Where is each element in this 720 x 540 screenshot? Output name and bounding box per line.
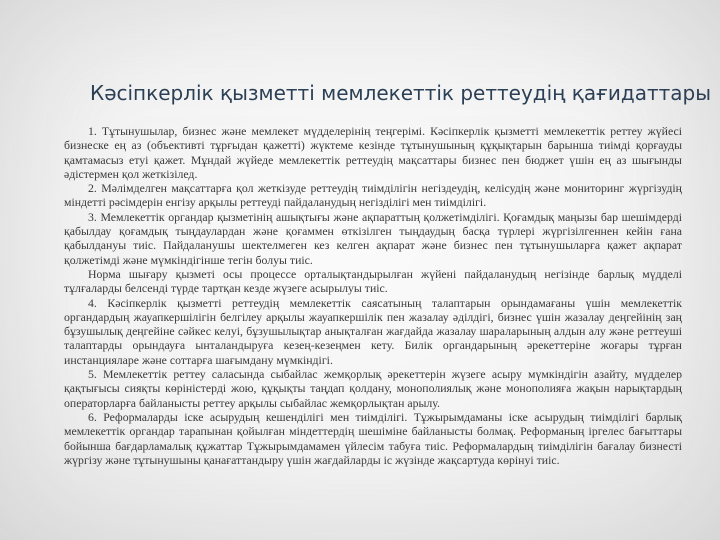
paragraph-5: 5. Мемлекеттік реттеу саласында сыбайлас жемқорлық әрекеттерін жүзеге асыру мүмкіндігін азайту, мүдделер қақтығысы сияқты көріністерді жою, құқықты таңдап қолдану, монополиялық және монополияға жақын нарықтардың операторларға байланысты реттеу арқылы сыбайлас жемқорлықтан арылу. <box>64 367 682 410</box>
paragraph-2: 2. Мәлімделген мақсаттарға қол жеткізуде реттеудің тиімділігін негіздеудің, келісудің және мониторинг жүргізудің міндетті рәсімдерін енгізу арқылы реттеуді пайдаланудың негізділігі мен тиімділігі. <box>64 181 682 210</box>
slide-title: Кәсіпкерлік қызметті мемлекеттік реттеудің қағидаттары <box>90 81 712 105</box>
paragraph-4: 4. Кәсіпкерлік қызметті реттеудің мемлекеттік саясатының талаптарын орындамағаны үшін мемлекеттік органдардың жауапкершілігін белгілеу арқылы жауапкершілік пен жазалау әділдігі, бизнес үшін жазалау деңгейінің заң бұзушылық деңгейіне сәйкес келуі, бұзушылықтар анықталған жағдайда жазалау шараларының алдын алу және реттеуші талаптарды орындауға ынталандыруға кезең-кезеңмен кету. Билік органдарының әрекеттеріне жоғары тұрған инстанцияларе және соттарға шағымдану мүмкіндігі. <box>64 295 682 367</box>
paragraph-norm: Норма шығару қызметі осы процессе орталықтандырылған жүйені пайдаланудың негізінде барлық мүдделі тұлғаларды белсенді түрде тартқан кезде жүзеге асырылуы тиіс. <box>64 266 682 296</box>
paragraph-1: 1. Тұтынушылар, бизнес және мемлекет мүдделерінің теңгерімі. Кәсіпкерлік қызметті мемлекеттік реттеу жүйесі бизнеске ең аз (объективті тұрғыдан қажетті) жүктеме кезінде тұтынушының құқықтарын барынша тиімді қорғауды қамтамасыз етуі қажет. Мұндай жүйеде мемлекеттік реттеудің мақсаттары бизнес пен бюджет үшін ең аз шығынды әдістермен қол жеткізілед. <box>64 124 682 181</box>
paragraph-6: 6. Реформаларды іске асырудың кешенділігі мен тиімділігі. Тұжырымдаманы іске асырудың тиімділігі барлық мемлекеттік органдар тарапынан қойылған міндеттердің шешіміне байланысты болмақ. Реформаның іргелес бағыттары бойынша бағдарламалық құжаттар Тұжырымдамамен үйлесім табуға тиіс. Реформалардың тиімділігін бағалау бизнесті жүргізу және тұтынушыны қанағаттандыру үшін жағдайларды іс жүзінде жақсартуда көрінуі тиіс. <box>64 409 682 467</box>
paragraph-3: 3. Мемлекеттік органдар қызметінің ашықтығы және ақпараттың қолжетімділігі. Қоғамдық маңызы бар шешімдерді қабылдау қоғамдық тыңдаулардан және қоғаммен өткізілген тыңдаудың басқа түрлері жүргізілгеннен кейін ғана қабылдануы тиіс. Пайдаланушы шектелмеген кез келген ақпарат және бизнес пен тұтынушыларға қажет ақпарат қолжетімді және мүмкіндігінше тегін болуы тиіс. <box>64 209 682 267</box>
slide-body <box>64 124 682 467</box>
